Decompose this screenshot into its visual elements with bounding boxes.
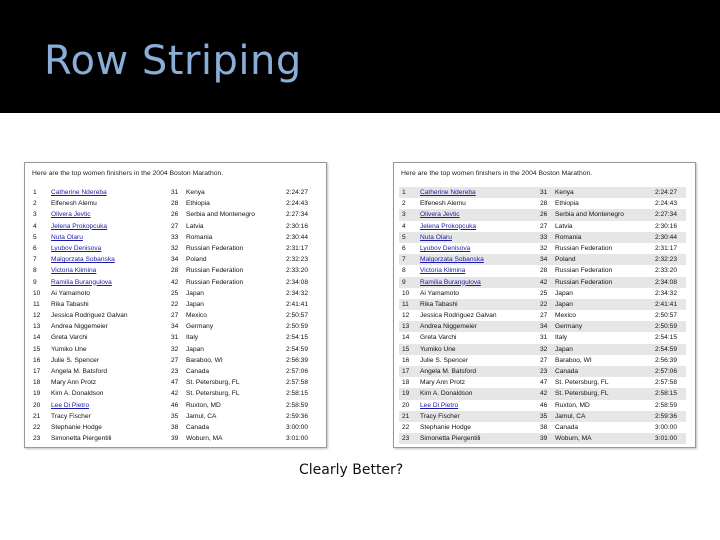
rank-cell: 18 <box>402 379 410 387</box>
age-cell: 34 <box>540 323 548 331</box>
runner-name: Greta Varchi <box>420 334 457 342</box>
rank-cell: 18 <box>33 379 41 387</box>
age-cell: 31 <box>171 334 179 342</box>
country-cell: Canada <box>555 368 579 375</box>
rank-cell: 6 <box>402 244 406 252</box>
table-row <box>399 187 686 198</box>
age-cell: 39 <box>540 435 548 443</box>
time-cell: 2:54:59 <box>655 345 677 353</box>
age-cell: 22 <box>540 300 548 308</box>
country-cell: Woburn, MA <box>555 435 592 443</box>
time-cell: 2:24:43 <box>655 200 677 208</box>
rank-cell: 2 <box>33 200 37 208</box>
age-cell: 22 <box>171 300 179 308</box>
country-cell: Mexico <box>555 312 576 320</box>
table-row <box>30 209 317 220</box>
country-cell: Jamul, CA <box>555 412 586 420</box>
country-cell: Germany <box>186 323 214 331</box>
age-cell: 23 <box>171 368 179 375</box>
country-cell: Romania <box>555 233 582 241</box>
rank-cell: 12 <box>402 312 410 320</box>
rank-cell: 21 <box>33 412 41 420</box>
country-cell: St. Petersburg, FL <box>186 390 240 398</box>
age-cell: 27 <box>171 312 179 320</box>
rank-cell: 8 <box>402 267 406 275</box>
rank-cell: 20 <box>402 401 410 409</box>
country-cell: Germany <box>555 323 583 331</box>
age-cell: 39 <box>171 435 179 443</box>
time-cell: 3:01:00 <box>286 435 308 443</box>
runner-name: Jessica Rodriguez Galvan <box>420 312 497 320</box>
country-cell: Japan <box>555 345 573 353</box>
time-cell: 2:57:58 <box>655 379 677 387</box>
country-cell: St. Petersburg, FL <box>555 379 609 387</box>
runner-name-link[interactable]: Catherine Ndereba <box>51 189 107 196</box>
time-cell: 2:57:06 <box>655 368 677 375</box>
age-cell: 42 <box>540 390 548 398</box>
table-row <box>399 299 686 310</box>
age-cell: 34 <box>171 256 179 264</box>
runner-name-link[interactable]: Victoria Klimina <box>420 267 466 275</box>
runner-name-link[interactable]: Lyubov Denisova <box>51 244 102 252</box>
table-row <box>30 288 317 299</box>
table-row <box>399 344 686 355</box>
age-cell: 42 <box>540 278 548 286</box>
country-cell: St. Petersburg, FL <box>555 390 609 398</box>
country-cell: Japan <box>186 289 204 297</box>
time-cell: 2:54:15 <box>286 334 308 342</box>
table-row <box>30 411 317 422</box>
time-cell: 2:58:59 <box>655 401 677 409</box>
runner-name: Yumiko Une <box>51 345 87 353</box>
time-cell: 2:33:20 <box>286 267 308 275</box>
country-cell: Japan <box>555 289 573 297</box>
runner-name: Yumiko Une <box>420 345 456 353</box>
slide-title: Row Striping <box>44 38 302 84</box>
age-cell: 32 <box>171 345 179 353</box>
bottom-caption: Clearly Better? <box>299 462 404 478</box>
rank-cell: 7 <box>402 256 406 264</box>
rank-cell: 21 <box>402 412 410 420</box>
age-cell: 25 <box>171 289 179 297</box>
age-cell: 28 <box>171 267 179 275</box>
country-cell: Serbia and Montenegro <box>555 211 624 219</box>
rank-cell: 4 <box>402 222 406 230</box>
rank-cell: 3 <box>33 211 37 219</box>
country-cell: Japan <box>186 300 204 308</box>
country-cell: St. Petersburg, FL <box>186 379 240 387</box>
time-cell: 2:31:17 <box>286 244 308 252</box>
country-cell: Canada <box>555 423 579 431</box>
country-cell: Russian Federation <box>186 278 244 286</box>
table-row <box>399 433 686 444</box>
runner-name: Elfenesh Alemu <box>420 200 466 208</box>
age-cell: 27 <box>540 356 548 364</box>
rank-cell: 17 <box>33 368 41 375</box>
country-cell: Poland <box>555 256 576 264</box>
rank-cell: 5 <box>402 233 406 241</box>
country-cell: Italy <box>186 334 199 342</box>
country-cell: Serbia and Montenegro <box>186 211 255 219</box>
table-row <box>399 366 686 377</box>
rank-cell: 14 <box>402 334 410 342</box>
runner-name-link[interactable]: Ramilia Burangulova <box>51 278 112 286</box>
runner-name-link[interactable]: Catherine Ndereba <box>420 189 476 196</box>
age-cell: 35 <box>540 412 548 420</box>
runner-name-link[interactable]: Malgorzata Sobanska <box>51 256 115 264</box>
country-cell: Canada <box>186 423 210 431</box>
age-cell: 46 <box>171 401 179 409</box>
table-caption: Here are the top women finishers in the 2004 Boston Marathon. <box>401 170 593 177</box>
time-cell: 2:50:59 <box>286 323 308 331</box>
age-cell: 38 <box>540 423 548 431</box>
country-cell: Latvia <box>555 222 573 230</box>
rank-cell: 2 <box>402 200 406 208</box>
rank-cell: 22 <box>402 423 410 431</box>
rank-cell: 20 <box>33 401 41 409</box>
country-cell: Poland <box>186 256 207 264</box>
country-cell: Ethiopia <box>555 200 579 208</box>
country-cell: Mexico <box>186 312 207 320</box>
age-cell: 35 <box>171 412 179 420</box>
time-cell: 2:30:44 <box>655 233 677 241</box>
table-row <box>399 377 686 388</box>
time-cell: 2:30:16 <box>286 222 308 230</box>
runner-name-link[interactable]: Malgorzata Sobanska <box>420 256 484 264</box>
time-cell: 2:58:15 <box>655 390 677 398</box>
country-cell: Romania <box>186 233 213 241</box>
table-row <box>399 277 686 288</box>
age-cell: 47 <box>171 379 179 387</box>
time-cell: 2:24:27 <box>286 189 308 196</box>
age-cell: 31 <box>540 334 548 342</box>
age-cell: 27 <box>171 222 179 230</box>
rank-cell: 13 <box>402 323 410 331</box>
rank-cell: 7 <box>33 256 37 264</box>
rank-cell: 8 <box>33 267 37 275</box>
time-cell: 2:41:41 <box>286 300 308 308</box>
rank-cell: 6 <box>33 244 37 252</box>
table-row <box>30 198 317 209</box>
table-row <box>399 232 686 243</box>
age-cell: 28 <box>540 200 548 208</box>
table-row <box>30 388 317 399</box>
runner-name: Simonetta Piergentili <box>51 435 112 443</box>
time-cell: 2:59:36 <box>286 412 308 420</box>
time-cell: 3:00:00 <box>655 423 677 431</box>
table-row <box>30 243 317 254</box>
time-cell: 2:58:15 <box>286 390 308 398</box>
age-cell: 28 <box>540 267 548 275</box>
table-caption: Here are the top women finishers in the 2004 Boston Marathon. <box>32 170 224 177</box>
time-cell: 2:34:32 <box>655 289 677 297</box>
runner-name-link[interactable]: Nuta Olaru <box>420 233 452 241</box>
rank-cell: 15 <box>33 345 41 353</box>
age-cell: 34 <box>171 323 179 331</box>
country-cell: Japan <box>186 345 204 353</box>
age-cell: 31 <box>171 189 179 196</box>
runner-name: Tracy Fischer <box>51 412 91 420</box>
rank-cell: 17 <box>402 368 410 375</box>
age-cell: 27 <box>540 222 548 230</box>
age-cell: 34 <box>540 256 548 264</box>
table-row <box>399 221 686 232</box>
runner-name: Jessica Rodriguez Galvan <box>51 312 128 320</box>
age-cell: 28 <box>171 200 179 208</box>
time-cell: 2:50:59 <box>655 323 677 331</box>
rank-cell: 13 <box>33 323 41 331</box>
runner-name-link[interactable]: Olivera Jevtic <box>51 211 91 219</box>
age-cell: 27 <box>171 356 179 364</box>
rank-cell: 16 <box>402 356 410 364</box>
rank-cell: 4 <box>33 222 37 230</box>
rank-cell: 9 <box>33 278 37 286</box>
table-row <box>30 321 317 332</box>
country-cell: Woburn, MA <box>186 435 223 443</box>
rank-cell: 3 <box>402 211 406 219</box>
table-row <box>30 232 317 243</box>
time-cell: 2:58:59 <box>286 401 308 409</box>
table-row <box>399 422 686 433</box>
table-row <box>30 310 317 321</box>
table-row <box>30 187 317 198</box>
age-cell: 26 <box>540 211 548 219</box>
time-cell: 2:57:06 <box>286 368 308 375</box>
time-cell: 2:32:23 <box>286 256 308 264</box>
time-cell: 2:50:57 <box>286 312 308 320</box>
country-cell: Russian Federation <box>555 278 613 286</box>
age-cell: 46 <box>540 401 548 409</box>
time-cell: 2:41:41 <box>655 300 677 308</box>
table-row <box>399 388 686 399</box>
runner-name: Kim A. Donaldson <box>420 390 473 398</box>
age-cell: 42 <box>171 390 179 398</box>
age-cell: 32 <box>540 244 548 252</box>
time-cell: 2:54:59 <box>286 345 308 353</box>
time-cell: 2:24:43 <box>286 200 308 208</box>
table-row <box>30 221 317 232</box>
time-cell: 2:56:39 <box>286 356 308 364</box>
runner-name: Rika Tabashi <box>51 300 89 308</box>
table-row <box>399 411 686 422</box>
runner-name: Andrea Niggemeier <box>420 323 477 331</box>
time-cell: 2:24:27 <box>655 189 677 196</box>
runner-name-link[interactable]: Victoria Klimina <box>51 267 97 275</box>
country-cell: Ethiopia <box>186 200 210 208</box>
runner-name: Stephanie Hodge <box>420 423 471 431</box>
country-cell: Canada <box>186 368 210 375</box>
plain-table-panel <box>24 162 327 448</box>
rank-cell: 23 <box>402 435 410 443</box>
runner-name: Elfenesh Alemu <box>51 200 97 208</box>
age-cell: 32 <box>540 345 548 353</box>
time-cell: 2:30:44 <box>286 233 308 241</box>
age-cell: 31 <box>540 189 548 196</box>
table-row <box>399 254 686 265</box>
country-cell: Ruxton, MD <box>555 401 590 409</box>
table-row <box>30 332 317 343</box>
age-cell: 32 <box>171 244 179 252</box>
rank-cell: 10 <box>402 289 410 297</box>
table-row <box>399 310 686 321</box>
rank-cell: 1 <box>33 189 37 196</box>
runner-name: Mary Ann Protz <box>51 379 97 387</box>
striped-table-panel <box>393 162 696 448</box>
table-row <box>30 265 317 276</box>
country-cell: Kenya <box>186 189 205 196</box>
country-cell: Russian Federation <box>186 244 244 252</box>
country-cell: Russian Federation <box>555 267 613 275</box>
runner-name: Angela M. Batsford <box>420 368 477 375</box>
plain-table-rows <box>30 187 317 444</box>
age-cell: 33 <box>171 233 179 241</box>
rank-cell: 12 <box>33 312 41 320</box>
table-row <box>30 355 317 366</box>
country-cell: Jamul, CA <box>186 412 217 420</box>
runner-name: Ai Yamamoto <box>420 289 459 297</box>
table-row <box>30 400 317 411</box>
country-cell: Latvia <box>186 222 204 230</box>
runner-name-link[interactable]: Olivera Jevtic <box>420 211 460 219</box>
runner-name: Rika Tabashi <box>420 300 458 308</box>
time-cell: 2:59:36 <box>655 412 677 420</box>
time-cell: 3:01:00 <box>655 435 677 443</box>
rank-cell: 11 <box>402 300 409 308</box>
runner-name-link[interactable]: Ramilia Burangulova <box>420 278 481 286</box>
country-cell: Kenya <box>555 189 574 196</box>
table-row <box>399 209 686 220</box>
country-cell: Baraboo, WI <box>186 356 223 364</box>
runner-name: Julie S. Spencer <box>51 356 100 364</box>
runner-name-link[interactable]: Lyubov Denisova <box>420 244 471 252</box>
time-cell: 2:34:08 <box>655 278 677 286</box>
runner-name: Mary Ann Protz <box>420 379 466 387</box>
rank-cell: 1 <box>402 189 406 196</box>
country-cell: Japan <box>555 300 573 308</box>
rank-cell: 9 <box>402 278 406 286</box>
runner-name: Kim A. Donaldson <box>51 390 104 398</box>
rank-cell: 15 <box>402 345 410 353</box>
time-cell: 2:34:32 <box>286 289 308 297</box>
rank-cell: 22 <box>33 423 41 431</box>
table-row <box>399 321 686 332</box>
runner-name: Simonetta Piergentili <box>420 435 481 443</box>
striped-table-rows <box>399 187 686 444</box>
rank-cell: 19 <box>33 390 41 398</box>
table-row <box>30 254 317 265</box>
table-row <box>399 400 686 411</box>
time-cell: 2:54:15 <box>655 334 677 342</box>
time-cell: 2:30:16 <box>655 222 677 230</box>
runner-name-link[interactable]: Jelena Prokopcuka <box>420 222 477 230</box>
runner-name-link[interactable]: Nuta Olaru <box>51 233 83 241</box>
rank-cell: 11 <box>33 300 40 308</box>
runner-name-link[interactable]: Jelena Prokopcuka <box>51 222 108 230</box>
time-cell: 2:56:39 <box>655 356 677 364</box>
rank-cell: 10 <box>33 289 41 297</box>
runner-name: Tracy Fischer <box>420 412 460 420</box>
time-cell: 2:50:57 <box>655 312 677 320</box>
rank-cell: 16 <box>33 356 41 364</box>
age-cell: 27 <box>540 312 548 320</box>
runner-name-link[interactable]: Lee Di Pietro <box>51 401 90 409</box>
runner-name: Ai Yamamoto <box>51 289 90 297</box>
table-row <box>399 243 686 254</box>
runner-name: Greta Varchi <box>51 334 88 342</box>
time-cell: 2:32:23 <box>655 256 677 264</box>
table-row <box>399 288 686 299</box>
country-cell: Russian Federation <box>555 244 613 252</box>
runner-name: Stephanie Hodge <box>51 423 102 431</box>
table-row <box>30 299 317 310</box>
rank-cell: 14 <box>33 334 41 342</box>
country-cell: Baraboo, WI <box>555 356 592 364</box>
country-cell: Ruxton, MD <box>186 401 221 409</box>
time-cell: 2:27:34 <box>655 211 677 219</box>
rank-cell: 5 <box>33 233 37 241</box>
table-row <box>30 422 317 433</box>
table-row <box>399 332 686 343</box>
time-cell: 2:57:58 <box>286 379 308 387</box>
time-cell: 2:33:20 <box>655 267 677 275</box>
age-cell: 42 <box>171 278 179 286</box>
table-row <box>399 355 686 366</box>
age-cell: 47 <box>540 379 548 387</box>
time-cell: 2:31:17 <box>655 244 677 252</box>
runner-name: Julie S. Spencer <box>420 356 469 364</box>
rank-cell: 19 <box>402 390 410 398</box>
rank-cell: 23 <box>33 435 41 443</box>
country-cell: Russian Federation <box>186 267 244 275</box>
table-row <box>30 277 317 288</box>
country-cell: Italy <box>555 334 568 342</box>
age-cell: 33 <box>540 233 548 241</box>
time-cell: 2:34:08 <box>286 278 308 286</box>
age-cell: 26 <box>171 211 179 219</box>
time-cell: 2:27:34 <box>286 211 308 219</box>
age-cell: 25 <box>540 289 548 297</box>
title-bar <box>0 0 720 113</box>
table-row <box>399 265 686 276</box>
time-cell: 3:00:00 <box>286 423 308 431</box>
table-row <box>30 366 317 377</box>
table-row <box>30 377 317 388</box>
runner-name: Andrea Niggemeier <box>51 323 108 331</box>
table-row <box>30 344 317 355</box>
table-row <box>30 433 317 444</box>
runner-name: Angela M. Batsford <box>51 368 108 375</box>
age-cell: 38 <box>171 423 179 431</box>
runner-name-link[interactable]: Lee Di Pietro <box>420 401 459 409</box>
table-row <box>399 198 686 209</box>
age-cell: 23 <box>540 368 548 375</box>
